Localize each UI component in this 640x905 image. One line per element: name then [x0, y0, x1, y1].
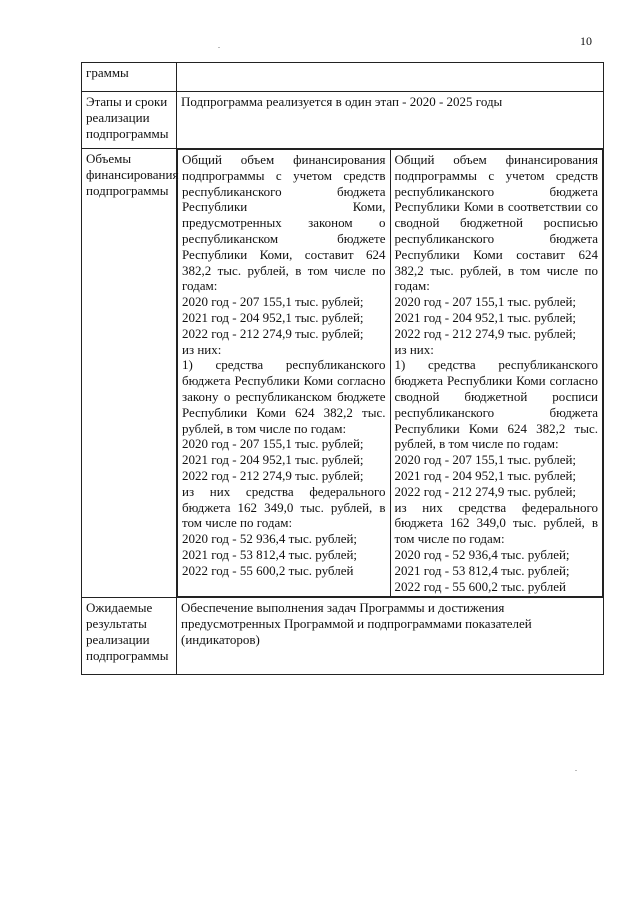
funding-year: 2021 год - 204 952,1 тыс. рублей;: [394, 309, 577, 325]
funding-year: 2021 год - 53 812,4 тыс. рублей;: [394, 562, 570, 578]
row-label-outcomes: Ожидаемые результаты реализации подпрограммы: [82, 598, 177, 675]
funding-text: Общий объем финансирования подпрограммы с учетом средств республиканского бюджета Республики Коми, предусмотренных законом о республиканском бюджете Республики Коми, составит 624 382,2 тыс. рублей, в том числе по годам:: [182, 152, 386, 294]
table-row-outcomes: [82, 598, 604, 675]
funding-year: 2022 год - 55 600,2 тыс. рублей: [394, 578, 566, 594]
page-number: 10: [580, 34, 592, 48]
row-label: граммы: [82, 63, 177, 92]
funding-year: 2021 год - 204 952,1 тыс. рублей;: [394, 467, 577, 483]
funding-text: из них средства федерального бюджета 162 349,0 тыс. рублей, в том числе по годам:: [182, 483, 386, 531]
funding-year: 2021 год - 204 952,1 тыс. рублей;: [182, 309, 364, 325]
funding-text: из них средства федерального бюджета 162 349,0 тыс. рублей, в том числе по годам:: [394, 499, 598, 547]
funding-year: 2020 год - 207 155,1 тыс. рублей;: [182, 294, 364, 310]
funding-year: 2020 год - 207 155,1 тыс. рублей;: [394, 452, 577, 468]
table-row-continuation: [82, 63, 604, 92]
funding-year: 2021 год - 53 812,4 тыс. рублей;: [182, 546, 358, 562]
funding-year: 2022 год - 55 600,2 тыс. рублей: [182, 562, 354, 578]
table-row-funding: [82, 149, 604, 598]
row-label-stages: Этапы и сроки реализации подпрограммы: [82, 92, 177, 149]
table-row-stages: [82, 92, 604, 149]
funding-year: 2020 год - 207 155,1 тыс. рублей;: [394, 294, 577, 310]
funding-year: 2022 год - 212 274,9 тыс. рублей;: [182, 325, 364, 341]
row-label-funding: Объемы финансирования подпрограммы: [82, 149, 177, 598]
row-content: [177, 63, 604, 92]
funding-year: 2022 год - 212 274,9 тыс. рублей;: [394, 325, 577, 341]
funding-year: 2022 год - 212 274,9 тыс. рублей;: [182, 467, 364, 483]
scan-speck: [218, 47, 220, 48]
row-content-stages: Подпрограмма реализуется в один этап - 2020 - 2025 годы: [177, 92, 604, 149]
subprogram-passport-table: [81, 62, 604, 675]
funding-year: 2020 год - 207 155,1 тыс. рублей;: [182, 436, 364, 452]
row-content-outcomes: Обеспечение выполнения задач Программы и достижения предусмотренных Программой и подпрограммами показателей (индикаторов): [177, 598, 604, 675]
funding-text: 1) средства республиканского бюджета Республики Коми согласно сводной бюджетной росписи республиканского бюджета Республики Коми 624 382,2 тыс. рублей, в том числе по годам:: [394, 357, 598, 452]
funding-text: 1) средства республиканского бюджета Республики Коми согласно закону о республиканском бюджете Республики Коми 624 382,2 тыс. рублей, в том числе по годам:: [182, 357, 386, 436]
funding-year: 2020 год - 52 936,4 тыс. рублей;: [182, 531, 358, 547]
funding-year: 2020 год - 52 936,4 тыс. рублей;: [394, 546, 570, 562]
funding-text: Общий объем финансирования подпрограммы с учетом средств республиканского бюджета Республики Коми в соответствии со сводной бюджетной росписью республиканского бюджета Республики Коми составит 624 382,2 тыс. рублей, в том числе по годам:: [394, 152, 598, 294]
funding-text: из них:: [182, 341, 222, 357]
scan-speck: [575, 770, 577, 771]
funding-by-budget-list-column: [390, 150, 603, 597]
funding-comparison: [177, 149, 603, 597]
funding-year: 2021 год - 204 952,1 тыс. рублей;: [182, 452, 364, 468]
funding-by-law-column: [178, 150, 391, 597]
funding-text: из них:: [394, 341, 434, 357]
funding-split-cell: [177, 149, 604, 598]
funding-year: 2022 год - 212 274,9 тыс. рублей;: [394, 483, 577, 499]
